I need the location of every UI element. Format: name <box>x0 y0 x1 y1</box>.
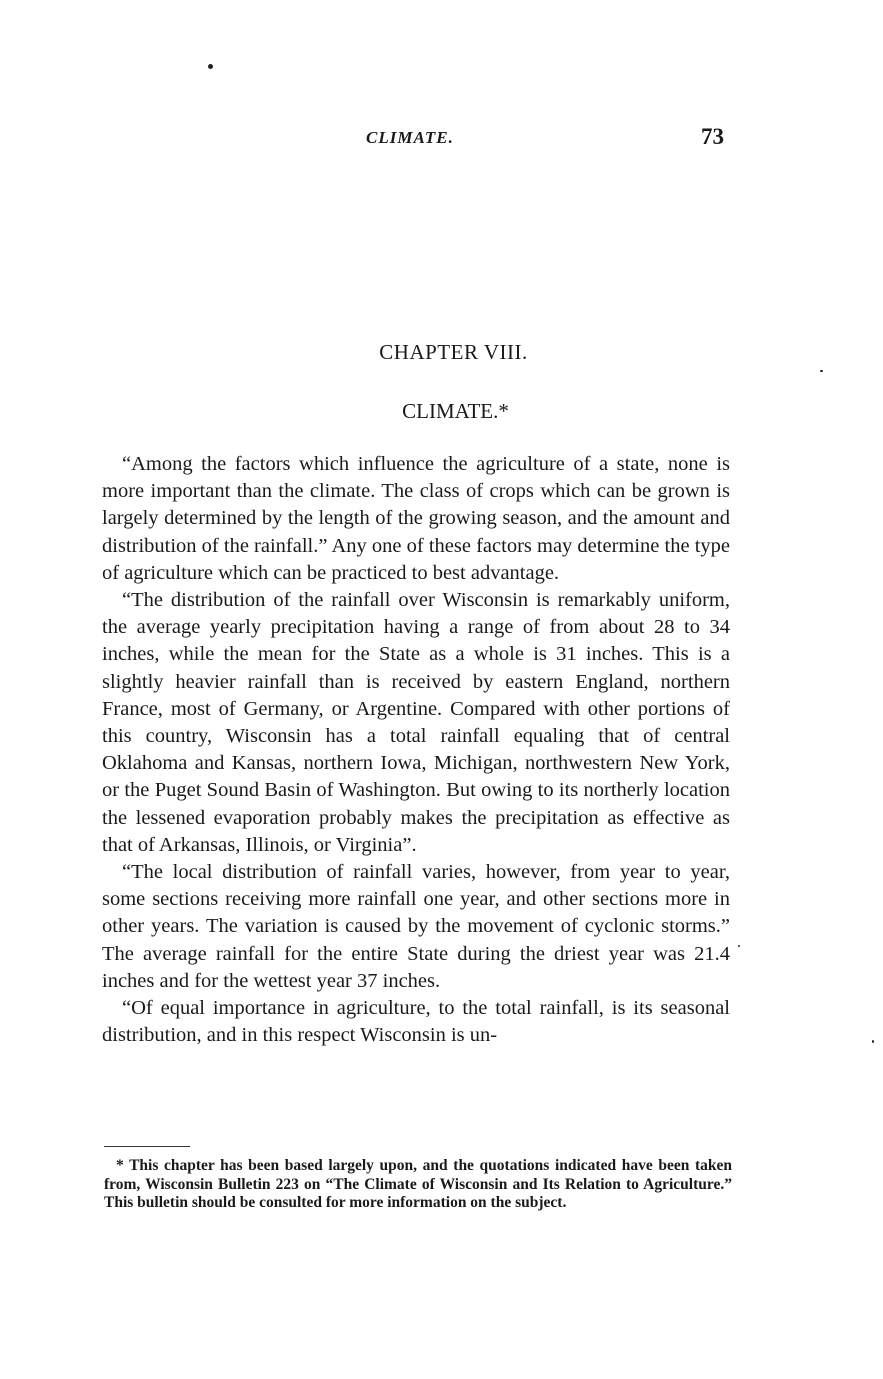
chapter-title <box>0 399 883 424</box>
chapter-title-text: CLIMATE.* <box>402 399 509 423</box>
paragraph: “Among the factors which influence the agriculture of a state, none is more important than the climate. The class of crops which can be grown is largely determined by the length of the growing season, and the amount and distribution of the rainfall.” Any one of these factors may determine the type of agriculture which can be practiced to best advantage. <box>102 453 730 584</box>
footnote-rule <box>104 1146 190 1147</box>
footnote: * This chapter has been based largely upon, and the quotations indicated have been taken from, Wisconsin Bulletin 223 on “The Climate of Wisconsin and Its Relation to Agriculture.” This bulletin should be consulted for more information on the subject. <box>104 1157 732 1211</box>
body-text <box>102 451 730 1049</box>
ink-speck <box>820 370 823 372</box>
chapter-number <box>0 340 883 365</box>
running-head <box>0 124 883 154</box>
ink-speck <box>208 64 213 69</box>
ink-speck <box>738 945 740 947</box>
paragraph: “The local distribution of rainfall varies, however, from year to year, some sections receiving more rainfall one year, and other sections more in other years. The variation is caused by the movement of cyclonic storms.” The average rainfall for the entire State during the driest year was 21.4 inches and for the wettest year 37 inches. <box>102 861 730 992</box>
paragraph: “The distribution of the rainfall over Wisconsin is remarkably uniform, the average yearly precipitation having a range of from about 28 to 34 inches, while the mean for the State as a whole is 31 inches. This is a slightly heavier rainfall than is received by eastern England, northern France, most of Germany, or Argentine. Compared with other portions of this country, Wisconsin has a total rainfall equaling that of central Oklahoma and Kansas, northern Iowa, Michigan, northwestern New York, or the Puget Sound Basin of Washington. But owing to its northerly location the lessened evaporation probably makes the precipitation as effective as that of Arkansas, Illinois, or Virginia”. <box>102 589 730 856</box>
chapter-number-text: CHAPTER VIII. <box>379 340 528 364</box>
paragraph: “Of equal importance in agriculture, to the total rainfall, is its seasonal distribution, and in this respect Wisconsin is un- <box>102 997 730 1047</box>
page-number: 73 <box>701 124 724 149</box>
ink-speck <box>872 1040 874 1043</box>
running-title: CLIMATE. <box>366 128 454 147</box>
